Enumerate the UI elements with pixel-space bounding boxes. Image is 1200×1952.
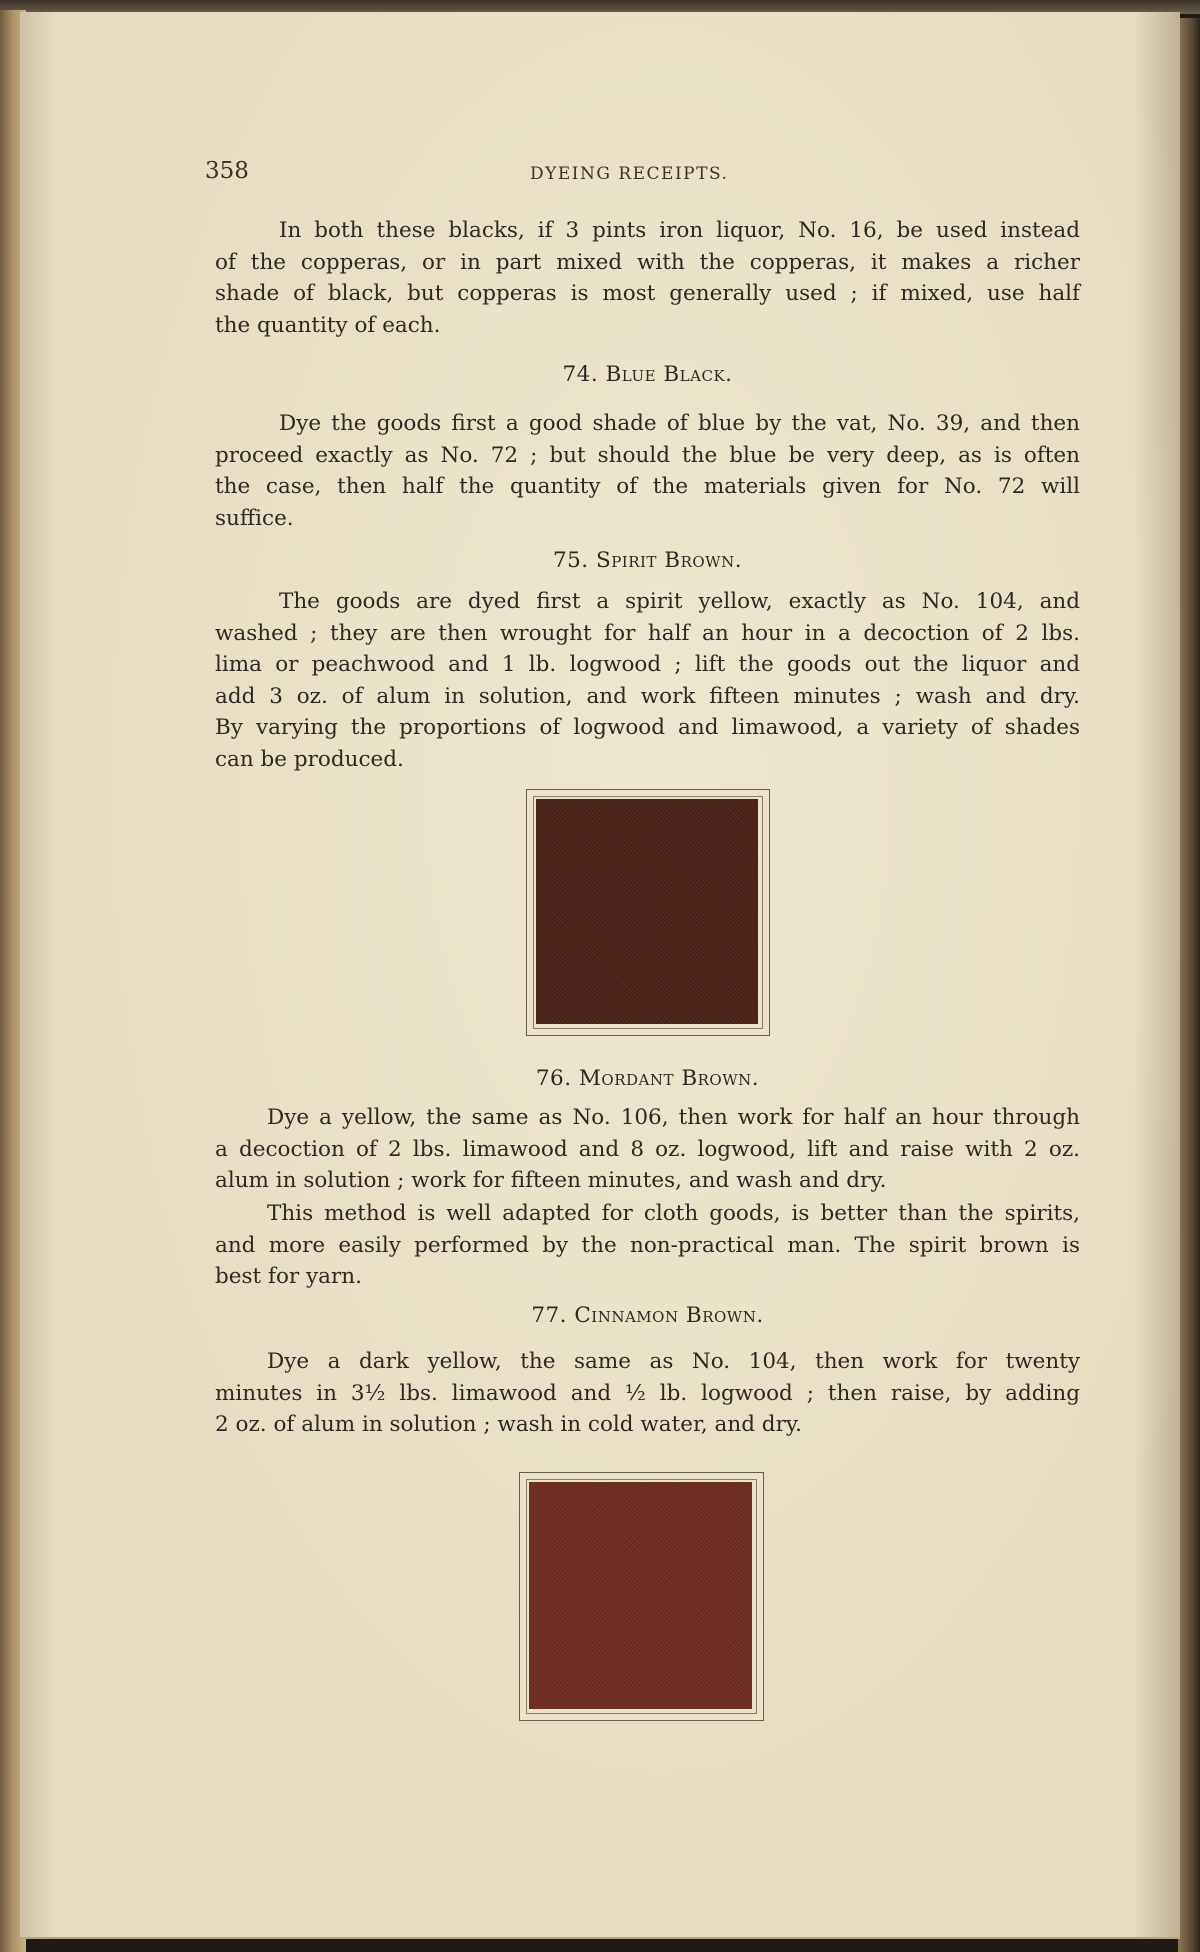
section-76-paragraph-2 [215,1198,1080,1293]
section-76-paragraph-1 [215,1102,1080,1197]
text-line: Dye the goods first a good shade of blue by the vat, No. 39, and then [279,411,1080,436]
section-heading-76: 76. Mordant Brown. [535,1066,760,1091]
text-line: add 3 oz. of alum in solution, and work fifteen minutes ; wash and dry. [215,683,1080,709]
text-line: proceed exactly as No. 72 ; but should the blue be very deep, as is often [215,442,1080,468]
text-line: the quantity of each. [215,312,441,338]
fabric-swatch-cinnamon-brown [529,1482,752,1709]
text-line: lima or peachwood and 1 lb. logwood ; lift the goods out the liquor and [215,652,1080,677]
text-line: This method is well adapted for cloth goods, is better than the spirits, [267,1201,1080,1226]
running-head: DYEING RECEIPTS. [530,164,729,184]
text-line: minutes in 3½ lbs. limawood and ½ lb. logwood ; then raise, by adding [215,1380,1080,1406]
section-77-paragraph [215,1346,1080,1441]
text-line: of the copperas, or in part mixed with the copperas, it makes a richer [215,249,1080,275]
text-line: the case, then half the quantity of the materials given for No. 72 will [215,474,1080,499]
text-line: Dye a yellow, the same as No. 106, then work for half an hour through [267,1105,1080,1130]
section-heading-75: 75. Spirit Brown. [552,548,743,573]
text-line: By varying the proportions of logwood and limawood, a variety of shades [215,715,1080,740]
section-75-paragraph [215,586,1080,775]
text-line: and more easily performed by the non-practical man. The spirit brown is [215,1232,1080,1258]
book-right-edge [1178,18,1200,1952]
text-line: shade of black, but copperas is most generally used ; if mixed, use half [215,281,1080,306]
text-line: washed ; they are then wrought for half an hour in a decoction of 2 lbs. [215,620,1080,646]
text-line: Dye a dark yellow, the same as No. 104, then work for twenty [267,1349,1080,1374]
page-header [205,158,750,198]
section-74-paragraph [215,408,1080,534]
page-number: 358 [205,158,249,184]
text-line: alum in solution ; work for fifteen minutes, and wash and dry. [215,1168,887,1193]
text-line: suffice. [215,505,294,531]
section-heading-74: 74. Blue Black. [562,362,733,387]
text-line: can be produced. [215,746,404,772]
text-line: In both these blacks, if 3 pints iron liquor, No. 16, be used instead [279,218,1080,243]
text-line: The goods are dyed first a spirit yellow, exactly as No. 104, and [279,589,1080,614]
fabric-swatch-frame [526,789,770,1036]
intro-paragraph [215,215,1080,341]
text-line: best for yarn. [215,1264,362,1289]
text-line: a decoction of 2 lbs. limawood and 8 oz. logwood, lift and raise with 2 oz. [215,1136,1080,1162]
fabric-swatch-frame [519,1472,764,1721]
section-heading-77: 77. Cinnamon Brown. [531,1303,764,1328]
text-line: 2 oz. of alum in solution ; wash in cold water, and dry. [215,1412,802,1437]
fabric-swatch-spirit-brown [536,799,758,1024]
